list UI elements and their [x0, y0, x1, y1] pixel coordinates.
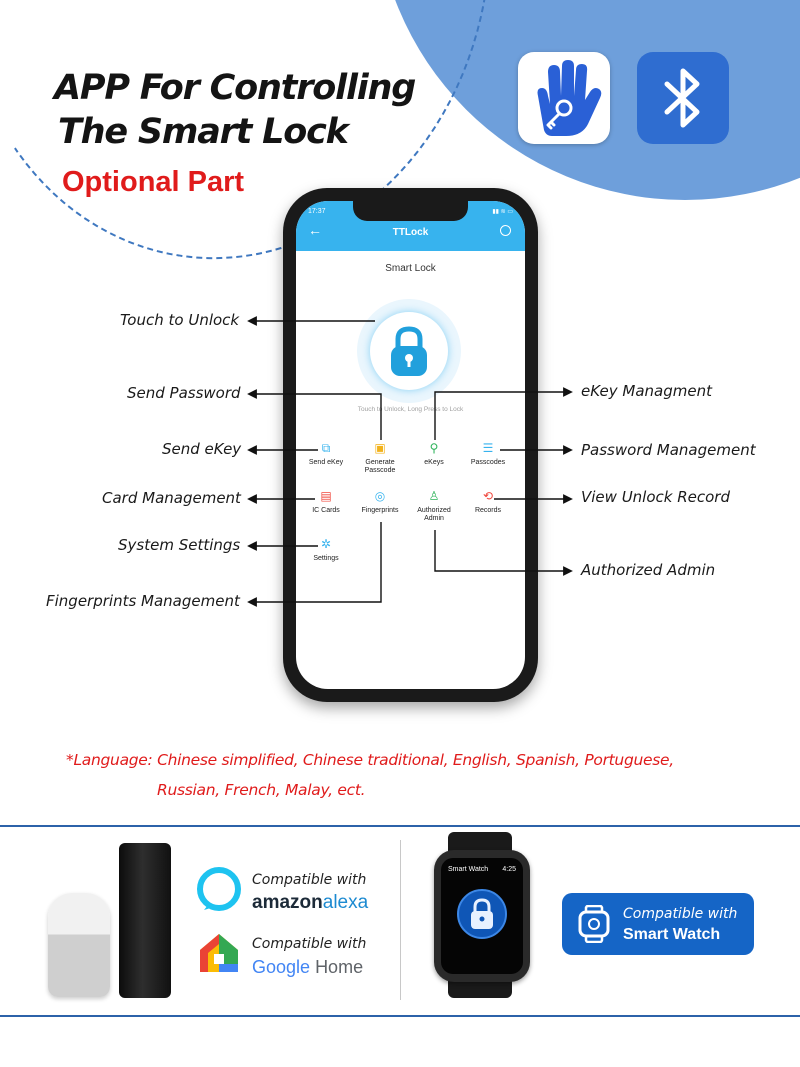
google-home-logo-icon [196, 930, 242, 976]
vertical-divider [400, 840, 401, 1000]
amazon-word: amazon [252, 892, 323, 913]
watch-label: Smart Watch [448, 866, 489, 873]
feature-label: eKeys [424, 459, 444, 466]
amazon-alexa-wordmark [252, 892, 368, 914]
bottom-divider-line [0, 1015, 800, 1017]
passcodes-list-icon: ☰ [482, 441, 494, 455]
ic-card-icon: ▤ [320, 489, 332, 503]
callout-touch-to-unlock: Touch to Unlock [120, 311, 240, 329]
app-title: TTLock [392, 227, 429, 238]
fingerprint-icon: ◎ [374, 489, 386, 503]
optional-part-label: Optional Part [62, 166, 245, 198]
callout-card-management: Card Management [102, 489, 241, 507]
admin-icon: ♙ [428, 489, 440, 503]
amazon-echo-speaker-image [119, 843, 171, 998]
headline-line-2: The Smart Lock [58, 112, 348, 152]
send-ekey-icon: ⧉ [321, 441, 331, 455]
callout-password-management: Password Management [581, 441, 756, 459]
alexa-logo-icon [196, 866, 242, 912]
callout-fingerprints-management: Fingerprints Management [46, 592, 240, 610]
google-compatible-text: Compatible with [252, 936, 367, 952]
feature-label: Fingerprints [361, 507, 399, 514]
callout-send-ekey: Send eKey [162, 440, 242, 458]
records-icon: ⟲ [482, 489, 494, 503]
passcode-icon: ▣ [374, 441, 386, 455]
language-note-line-1: *Language: Chinese simplified, Chinese traditional, English, Spanish, Portuguese, [66, 751, 674, 769]
feature-label: Settings [313, 555, 339, 562]
google-word: Google [252, 957, 311, 977]
ekeys-icon: ⚲ [429, 441, 439, 455]
feature-label: Records [474, 507, 502, 514]
language-note-line-2: Russian, French, Malay, ect. [157, 781, 366, 799]
home-word: Home [315, 957, 364, 977]
unlock-hint: Touch to Unlock, Long Press to Lock [357, 406, 464, 413]
callout-view-unlock-record: View Unlock Record [581, 488, 730, 506]
lock-name: Smart Lock [385, 263, 436, 274]
watch-outline-icon [576, 905, 612, 943]
feature-label: Authorized Admin [417, 507, 451, 522]
callout-ekey-managment: eKey Managment [581, 382, 712, 400]
smart-watch-badge [562, 893, 754, 955]
settings-icon: ✲ [320, 537, 332, 551]
watch-time: 4:25 [502, 866, 516, 873]
alexa-compatible-text: Compatible with [252, 872, 367, 888]
headline-line-1: APP For Controlling [54, 68, 416, 108]
status-icons: ▮▮ ≋ ▭ [492, 209, 513, 215]
status-time: 17:37 [308, 208, 326, 215]
callout-send-password: Send Password [127, 384, 241, 402]
callout-system-settings: System Settings [118, 536, 241, 554]
watch-screen [441, 858, 523, 974]
back-arrow-icon[interactable]: ← [308, 222, 322, 238]
watch-lock-icon [456, 888, 508, 940]
feature-label: IC Cards [312, 507, 340, 514]
feature-label: Generate Passcode [364, 459, 396, 474]
feature-label: Passcodes [470, 459, 506, 466]
google-home-speaker-image [48, 893, 110, 997]
feature-label: Send eKey [308, 459, 344, 466]
google-home-wordmark [252, 957, 363, 978]
callout-authorized-admin: Authorized Admin [581, 561, 716, 579]
smart-watch-image [434, 850, 530, 982]
alexa-word: alexa [322, 892, 369, 913]
watch-badge-line-1: Compatible with [623, 906, 738, 922]
top-divider-line [0, 825, 800, 827]
watch-badge-line-2: Smart Watch [623, 926, 721, 943]
